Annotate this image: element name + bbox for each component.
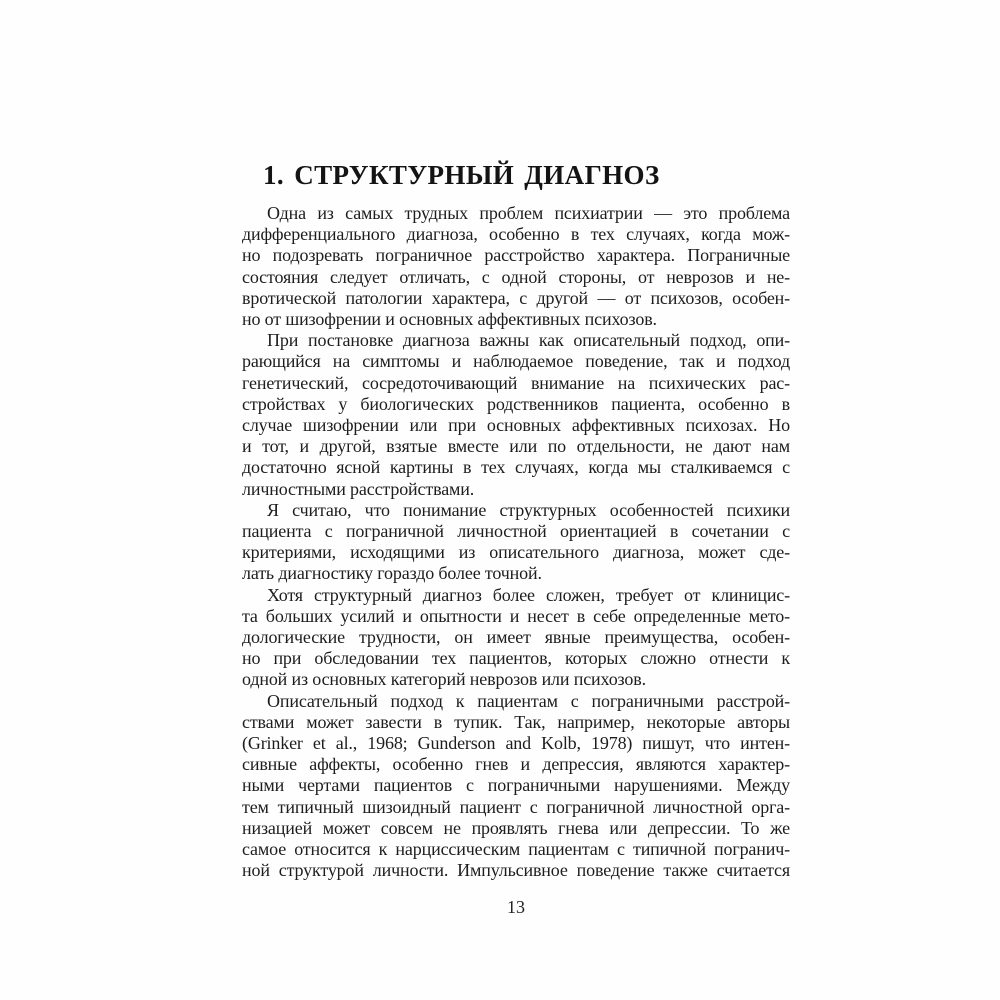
paragraph bbox=[242, 330, 790, 500]
text-line: случае шизофрении или при основных аффективных психозах. Но bbox=[242, 415, 790, 436]
body-text bbox=[242, 203, 790, 882]
text-line: вротической патологии характера, с другой — от психозов, особен- bbox=[242, 287, 790, 308]
text-line: При постановке диагноза важны как описательный подход, опи- bbox=[267, 330, 790, 351]
text-line: Описательный подход к пациентам с пограничными расстрой- bbox=[267, 690, 790, 711]
text-line: Хотя структурный диагноз более сложен, требует от клиницис- bbox=[267, 584, 790, 605]
text-line: самое относится к нарциссическим пациентам с типичной погранич- bbox=[242, 839, 790, 860]
text-line: стройствах у биологических родственников пациента, особенно в bbox=[242, 393, 790, 414]
text-line: но при обследовании тех пациентов, которых сложно отнести к bbox=[242, 648, 790, 669]
text-line: достаточно ясной картины в тех случаях, когда мы сталкиваемся с bbox=[242, 457, 790, 478]
text-line: но подозревать пограничное расстройство характера. Пограничные bbox=[242, 245, 790, 266]
chapter-heading: 1. СТРУКТУРНЫЙ ДИАГНОЗ bbox=[263, 160, 660, 190]
text-line: ными чертами пациентов с пограничными нарушениями. Между bbox=[242, 775, 790, 796]
text-line: ной структурой личности. Импульсивное поведение также считается bbox=[242, 860, 790, 881]
text-line: но от шизофрении и основных аффективных психозов. bbox=[242, 309, 657, 330]
text-line: Одна из самых трудных проблем психиатрии — это проблема bbox=[267, 203, 790, 223]
text-line: критериями, исходящими из описательного диагноза, может сде- bbox=[242, 542, 790, 563]
text-line: одной из основных категорий неврозов или психозов. bbox=[242, 669, 646, 690]
text-line: дологические трудности, он имеет явные преимущества, особен- bbox=[242, 627, 790, 648]
text-line: Я считаю, что понимание структурных особенностей психики bbox=[267, 499, 790, 520]
paragraph bbox=[242, 203, 790, 330]
text-line: рающийся на симптомы и наблюдаемое поведение, так и подход bbox=[242, 351, 790, 372]
paragraph bbox=[242, 691, 790, 882]
text-line: состояния следует отличать, с одной стороны, от неврозов и не- bbox=[242, 266, 790, 287]
text-line: ствами может завести в тупик. Так, например, некоторые авторы bbox=[242, 711, 790, 732]
text-line: генетический, сосредоточивающий внимание на психических рас- bbox=[242, 372, 790, 393]
text-line: и тот, и другой, взятые вместе или по отдельности, не дают нам bbox=[242, 436, 790, 457]
text-line: (Grinker et al., 1968; Gunderson and Kolb, 1978) пишут, что интен- bbox=[242, 733, 790, 754]
text-line: лать диагностику гораздо более точной. bbox=[242, 563, 542, 584]
page-number: 13 bbox=[507, 897, 525, 917]
paragraph bbox=[242, 500, 790, 585]
text-line: личностными расстройствами. bbox=[242, 478, 475, 499]
text-line: дифференциального диагноза, особенно в тех случаях, когда мож- bbox=[242, 224, 790, 245]
text-line: низацией может совсем не проявлять гнева или депрессии. То же bbox=[242, 817, 790, 838]
paragraph bbox=[242, 585, 790, 691]
text-line: пациента с пограничной личностной ориентацией в сочетании с bbox=[242, 521, 790, 542]
text-line: сивные аффекты, особенно гнев и депрессия, являются характер- bbox=[242, 754, 790, 775]
text-line: та больших усилий и опытности и несет в себе определенные мето- bbox=[242, 605, 790, 626]
text-line: тем типичный шизоидный пациент с пограничной личностной орга- bbox=[242, 796, 790, 817]
